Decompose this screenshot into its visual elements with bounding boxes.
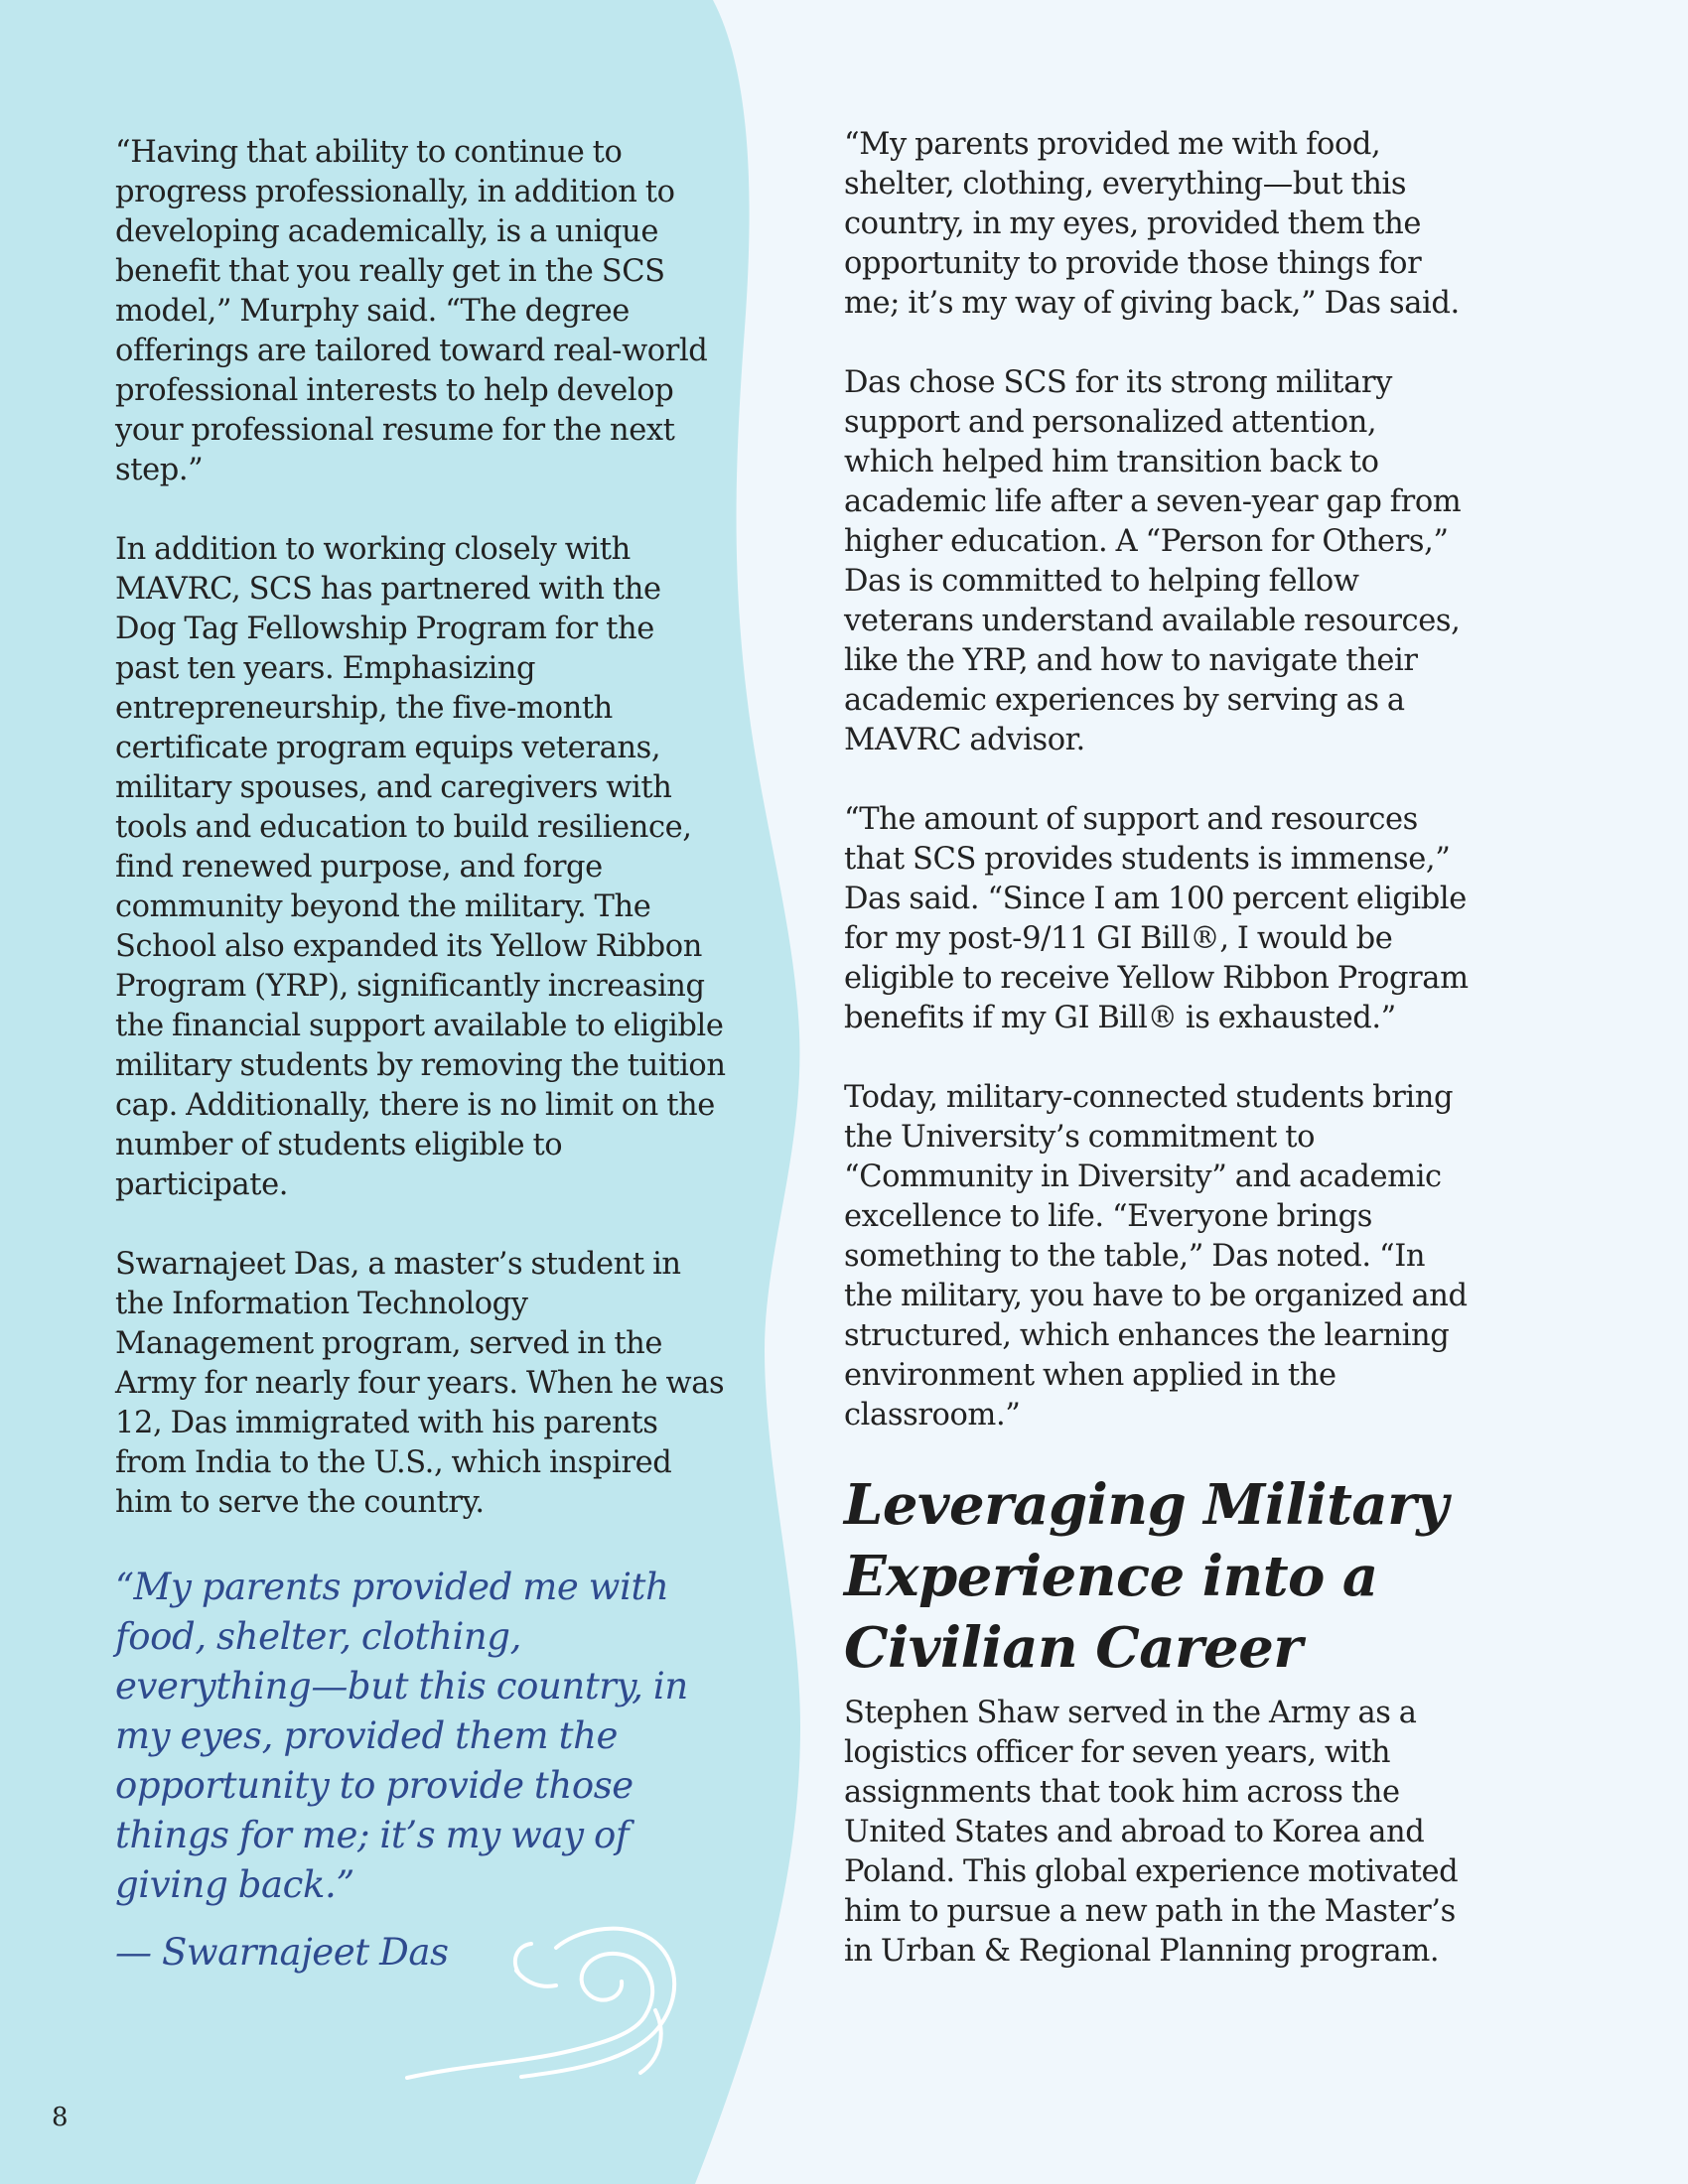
left-paragraph-3: Swarnajeet Das, a master’s student in the Information Technology Management program, served in the Army for nearly four years. When he was 12, Das immigrated with his parents from India to the U.S., which inspired him to serve the country.	[115, 1247, 725, 1520]
section-heading: Leveraging Military Experience into a Civilian Career	[844, 1472, 1449, 1681]
pull-quote-attribution: — Swarnajeet Das	[115, 1931, 449, 1974]
right-paragraph-2: Das chose SCS for its strong military support and personalized attention, which helped him transition back to academic life after a seven-year gap from higher education. A “Person for Others,” Das is committed to helping fellow veterans understand available resources, like the YRP, and how to navigate their academic experiences by serving as a MAVRC advisor.	[844, 365, 1462, 757]
right-paragraph-5: Stephen Shaw served in the Army as a logistics officer for seven years, with assignments that took him across the United States and abroad to Korea and Poland. This global experience motivated him to pursue a new path in the Master’s in Urban & Regional Planning program.	[844, 1696, 1459, 1969]
page-number: 8	[52, 2103, 69, 2132]
pull-quote: “My parents provided me with food, shelter, clothing, everything—but this country, in my eyes, provided them the opportunity to provide those things for me; it’s my way of giving back.”	[115, 1566, 688, 1906]
left-column	[115, 133, 726, 1978]
left-paragraph-2: In addition to working closely with MAVRC, SCS has partnered with the Dog Tag Fellowship Program for the past ten years. Emphasizing entrepreneurship, the five-month certificate program equips veterans, military spouses, and caregivers with tools and education to build resilience, find renewed purpose, and forge community beyond the military. The School also expanded its Yellow Ribbon Program (YRP), significantly increasing the financial support available to eligible military students by removing the tuition cap. Additionally, there is no limit on the number of students eligible to participate.	[115, 532, 726, 1202]
right-column	[844, 125, 1470, 2011]
right-paragraph-3: “The amount of support and resources that SCS provides students is immense,” Das said. “Since I am 100 percent eligible for my post-9/11 GI Bill®, I would be eligible to receive Yellow Ribbon Program benefits if my GI Bill® is exhausted.”	[844, 802, 1469, 1035]
right-paragraph-4: Today, military-connected students bring the University’s commitment to “Community in Diversity” and academic excellence to life. “Everyone brings something to the table,” Das noted. “In the military, you have to be organized and structured, which enhances the learning environment when applied in the classroom.”	[844, 1080, 1468, 1433]
left-paragraph-1: “Having that ability to continue to progress professionally, in addition to developing academically, is a unique benefit that you really get in the SCS model,” Murphy said. “The degree offerings are tailored toward real-world professional interests to help develop your professional resume for the next step.”	[115, 135, 708, 487]
right-paragraph-1: “My parents provided me with food, shelter, clothing, everything—but this country, in my eyes, provided them the opportunity to provide those things for me; it’s my way of giving back,” Das said.	[844, 127, 1460, 321]
